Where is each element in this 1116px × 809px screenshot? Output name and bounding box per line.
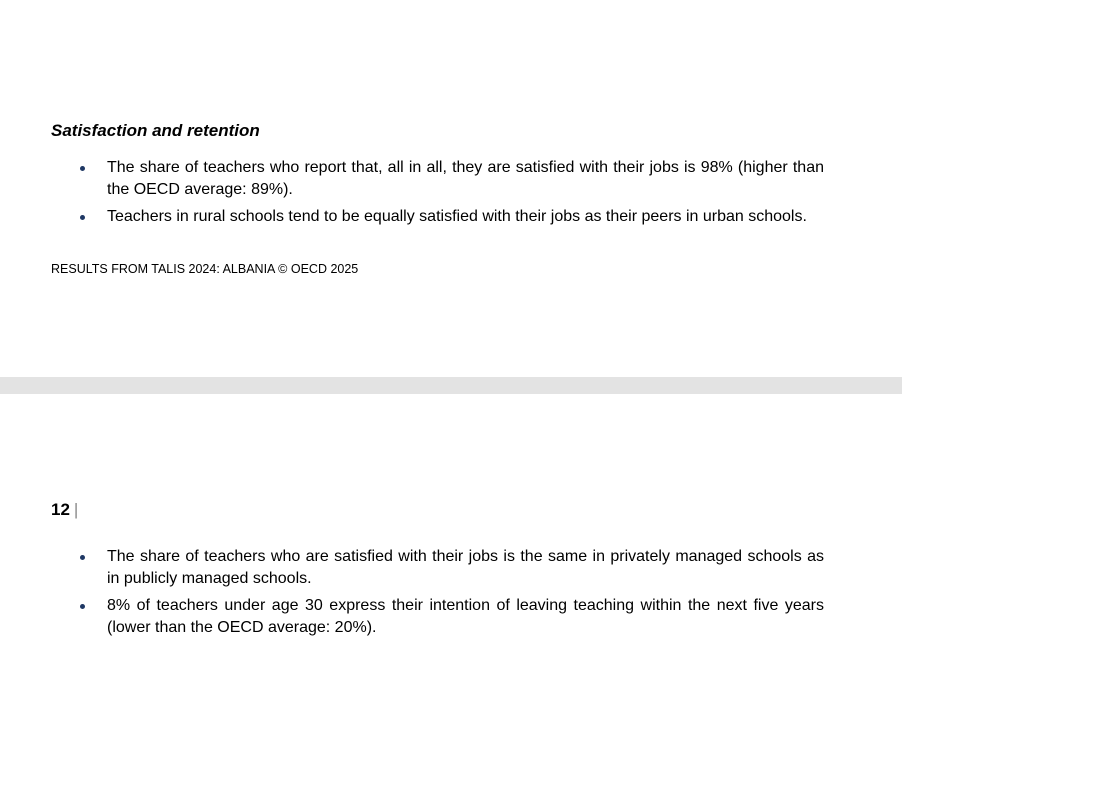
bullet-text: The share of teachers who report that, all in all, they are satisfied with their jobs is 98% (higher than the OECD average: 89%). [107, 159, 824, 198]
page-number-separator: | [73, 500, 79, 519]
list-item [51, 595, 824, 638]
bullet-icon [80, 555, 85, 560]
bullet-text: The share of teachers who are satisfied with their jobs is the same in privately managed schools as in publicly managed schools. [107, 548, 824, 587]
section-title: Satisfaction and retention [51, 121, 260, 140]
bullet-list [51, 157, 824, 234]
bullet-text: 8% of teachers under age 30 express their intention of leaving teaching within the next five years (lower than the OECD average: 20%). [107, 597, 824, 636]
list-item [51, 157, 824, 200]
page-number [51, 500, 78, 520]
page-footer: RESULTS FROM TALIS 2024: ALBANIA © OECD 2025 [51, 262, 359, 276]
document-page-top [0, 0, 902, 377]
list-item [51, 546, 824, 589]
bullet-icon [80, 604, 85, 609]
document-page-bottom [0, 394, 902, 809]
bullet-text: Teachers in rural schools tend to be equally satisfied with their jobs as their peers in urban schools. [107, 208, 807, 225]
bullet-icon [80, 215, 85, 220]
page-separator [0, 377, 902, 394]
bullet-list [51, 546, 824, 644]
page-number-value: 12 [51, 500, 70, 519]
list-item [51, 206, 824, 228]
bullet-icon [80, 166, 85, 171]
